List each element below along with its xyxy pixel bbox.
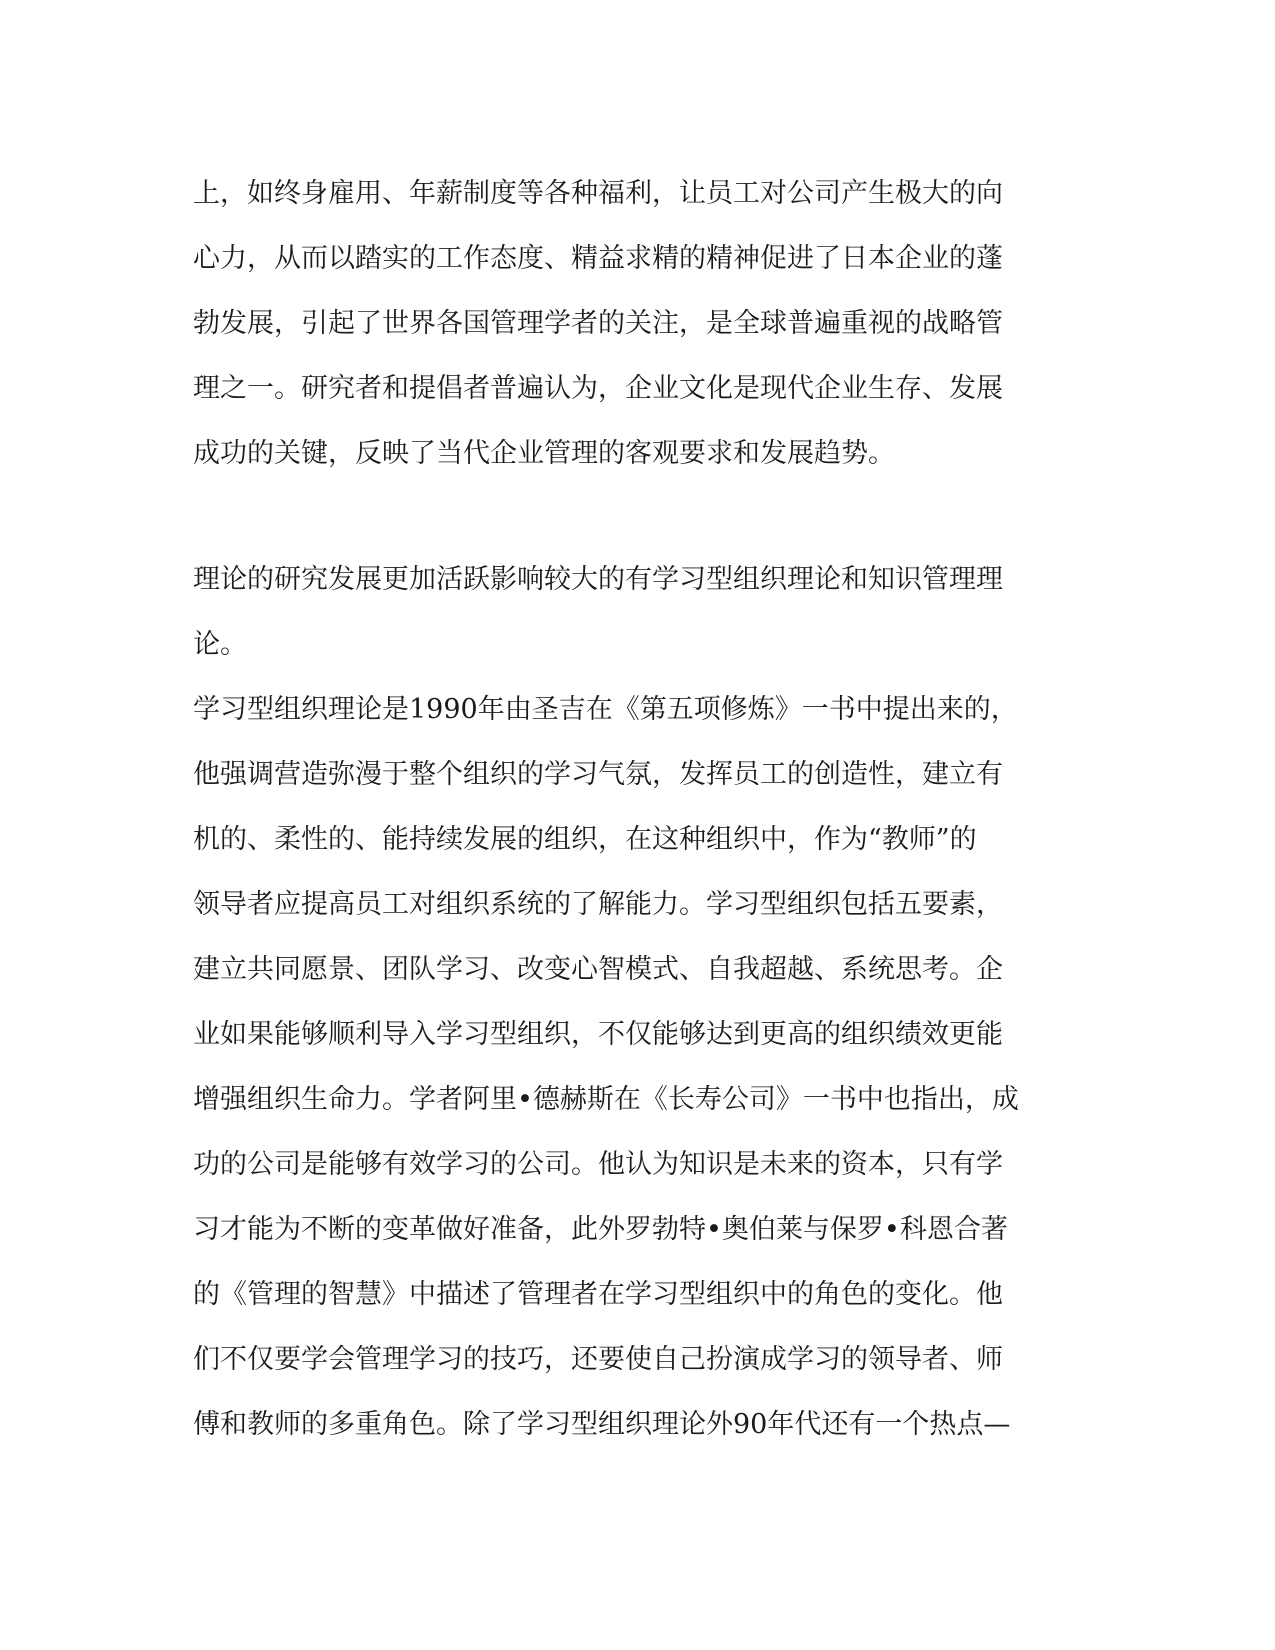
text-line: 机的、柔性的、能持续发展的组织，在这种组织中，作为“教师”的: [193, 824, 977, 855]
text-line: 勃发展，引起了世界各国管理学者的关注，是全球普遍重视的战略管: [193, 308, 1003, 339]
text-line: 理之一。研究者和提倡者普遍认为，企业文化是现代企业生存、发展: [193, 373, 1003, 404]
text-line: 领导者应提高员工对组织系统的了解能力。学习型组织包括五要素，: [193, 889, 1003, 920]
text-line: 理论的研究发展更加活跃影响较大的有学习型组织理论和知识管理理: [193, 564, 1003, 595]
text-line: 学习型组织理论是1990年由圣吉在《第五项修炼》一书中提出来的，: [193, 694, 1018, 725]
paragraph-group: [193, 547, 1093, 1457]
text-line: 建立共同愿景、团队学习、改变心智模式、自我超越、系统思考。企: [193, 954, 1003, 985]
text-line: 成功的关键，反映了当代企业管理的客观要求和发展趋势。: [193, 438, 895, 469]
text-line: 上，如终身雇用、年薪制度等各种福利，让员工对公司产生极大的向: [193, 178, 1003, 209]
text-line: 他强调营造弥漫于整个组织的学习气氛，发挥员工的创造性，建立有: [193, 759, 1003, 790]
paragraph-2: [193, 547, 1093, 677]
text-line: 傅和教师的多重角色。除了学习型组织理论外90年代还有一个热点—: [193, 1409, 1011, 1440]
text-line: 习才能为不断的变革做好准备，此外罗勃特•奥伯莱与保罗•科恩合著: [193, 1214, 1008, 1245]
paragraph-3: [193, 677, 1093, 1457]
text-line: 论。: [193, 629, 247, 660]
text-line: 心力，从而以踏实的工作态度、精益求精的精神促进了日本企业的蓬: [193, 243, 1003, 274]
text-line: 业如果能够顺利导入学习型组织，不仅能够达到更高的组织绩效更能: [193, 1019, 1003, 1050]
text-line: 功的公司是能够有效学习的公司。他认为知识是未来的资本，只有学: [193, 1149, 1003, 1180]
text-line: 的《管理的智慧》中描述了管理者在学习型组织中的角色的变化。他: [193, 1279, 1003, 1310]
text-line: 们不仅要学会管理学习的技巧，还要使自己扮演成学习的领导者、师: [193, 1344, 1003, 1375]
text-line: 增强组织生命力。学者阿里•德赫斯在《长寿公司》一书中也指出，成: [193, 1084, 1019, 1115]
paragraph-1: [193, 161, 1093, 486]
